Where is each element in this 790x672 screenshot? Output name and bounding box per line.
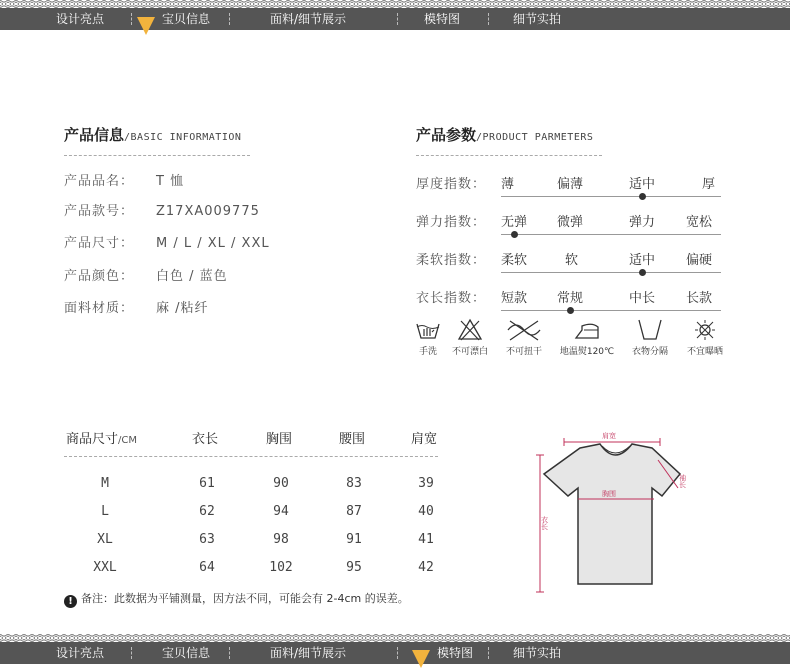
care-hand-wash <box>412 318 444 357</box>
param-label: 弹力指数： <box>416 215 487 230</box>
sleeve-label: 袖长 <box>678 474 686 488</box>
param-indicator-dot <box>639 269 646 276</box>
care-iron-low <box>555 318 619 357</box>
col-header-waist: 腰围 <box>339 432 366 447</box>
param-option: 薄 <box>501 177 515 192</box>
no-bleach-icon <box>457 318 483 342</box>
param-option: 弹力 <box>629 215 656 230</box>
care-label: 不可漂白 <box>451 347 488 357</box>
nav-separator <box>229 13 230 25</box>
param-option: 中长 <box>629 291 656 306</box>
nav-separator <box>229 647 230 659</box>
param-row-length <box>416 287 726 321</box>
active-nav-arrow-icon <box>412 650 430 668</box>
param-option: 柔软 <box>501 253 528 268</box>
info-row-name <box>64 170 184 189</box>
care-separate-wash <box>626 318 674 357</box>
care-label: 手洗 <box>418 347 437 357</box>
value-cell: 63 <box>199 532 215 547</box>
param-option: 适中 <box>629 177 656 192</box>
nav-item-product-info[interactable]: 宝贝信息 <box>162 646 211 660</box>
info-row-material <box>64 297 209 316</box>
col-header-length: 衣长 <box>192 432 219 447</box>
size-cell: XXL <box>93 560 117 575</box>
info-row-size <box>64 232 270 251</box>
param-option: 偏硬 <box>686 253 713 268</box>
nav-item-fabric-detail[interactable]: 面料/细节展示 <box>270 12 347 26</box>
care-label: 不可扭干 <box>505 347 542 357</box>
size-note-text: 备注：此数据为平铺测量，因方法不同，可能会有 2-4cm 的误差。 <box>81 592 409 605</box>
value-cell: 61 <box>199 476 215 491</box>
value-cell: 98 <box>273 532 289 547</box>
warning-icon: ! <box>64 595 77 608</box>
iron-low-icon <box>572 318 602 342</box>
param-option: 软 <box>565 253 579 268</box>
param-indicator-dot <box>639 193 646 200</box>
param-option: 宽松 <box>686 215 713 230</box>
product-info-divider <box>64 155 250 156</box>
product-params-subtitle: /PRODUCT PARMETERS <box>476 132 594 143</box>
active-nav-arrow-icon <box>137 17 155 35</box>
col-header-chest: 胸围 <box>266 432 293 447</box>
size-table-title <box>66 428 137 447</box>
value-cell: 90 <box>273 476 289 491</box>
size-cell: M <box>101 476 109 491</box>
param-row-softness <box>416 249 726 283</box>
care-no-wring <box>500 318 548 357</box>
param-row-thickness <box>416 173 726 207</box>
nav-item-detail-photos[interactable]: 细节实拍 <box>513 12 562 26</box>
separate-wash-icon <box>635 318 665 342</box>
info-label: 产品尺寸： <box>64 236 135 251</box>
value-cell: 39 <box>418 476 434 491</box>
param-indicator-dot <box>567 307 574 314</box>
nav-item-fabric-detail[interactable]: 面料/细节展示 <box>270 646 347 660</box>
size-cell: L <box>101 504 109 519</box>
info-row-color <box>64 265 228 284</box>
param-option: 短款 <box>501 291 528 306</box>
info-value: Z17XA009775 <box>156 204 260 219</box>
nav-item-product-info[interactable]: 宝贝信息 <box>162 12 211 26</box>
nav-separator <box>488 13 489 25</box>
info-value: M / L / XL / XXL <box>156 236 270 251</box>
value-cell: 95 <box>346 560 362 575</box>
param-option: 微弹 <box>557 215 584 230</box>
param-scale-line <box>501 234 721 235</box>
param-scale-line <box>501 196 721 197</box>
nav-separator <box>397 13 398 25</box>
no-wring-icon <box>504 318 544 342</box>
value-cell: 94 <box>273 504 289 519</box>
nav-item-design[interactable]: 设计亮点 <box>56 12 105 26</box>
size-table-title-text: 商品尺寸 <box>66 432 119 447</box>
info-label: 面料材质： <box>64 301 135 316</box>
product-info-title <box>64 124 241 145</box>
param-scale-line <box>501 310 721 311</box>
nav-separator <box>488 647 489 659</box>
value-cell: 102 <box>269 560 293 575</box>
param-scale-line <box>501 272 721 273</box>
top-nav-bar <box>0 8 790 30</box>
product-info-subtitle: /BASIC INFORMATION <box>124 132 242 143</box>
size-table-unit: /CM <box>118 435 137 446</box>
bottom-nav-bar <box>0 642 790 664</box>
nav-separator <box>131 647 132 659</box>
info-value: T 恤 <box>156 174 185 189</box>
care-label: 不宜曝晒 <box>686 347 723 357</box>
nav-item-model[interactable]: 模特图 <box>424 12 461 26</box>
param-option: 适中 <box>629 253 656 268</box>
value-cell: 64 <box>199 560 215 575</box>
value-cell: 87 <box>346 504 362 519</box>
info-value: 白色 / 蓝色 <box>156 269 228 284</box>
tshirt-outline <box>544 444 680 584</box>
info-label: 产品品名： <box>64 174 135 189</box>
top-chain-border <box>0 0 790 8</box>
info-row-sku <box>64 200 260 219</box>
care-no-bleach <box>446 318 494 357</box>
length-label: 衣长 <box>540 516 548 530</box>
param-option: 长款 <box>686 291 713 306</box>
param-label: 厚度指数： <box>416 177 487 192</box>
value-cell: 40 <box>418 504 434 519</box>
param-row-elasticity <box>416 211 726 245</box>
param-label: 柔软指数： <box>416 253 487 268</box>
tshirt-measure-diagram <box>530 426 700 596</box>
nav-item-design[interactable]: 设计亮点 <box>56 646 105 660</box>
bottom-chain-border <box>0 634 790 642</box>
nav-separator <box>131 13 132 25</box>
care-label: 地温熨120℃ <box>559 347 615 357</box>
param-label: 衣长指数： <box>416 291 487 306</box>
value-cell: 41 <box>418 532 434 547</box>
no-sun-icon <box>692 318 718 342</box>
info-label: 产品颜色： <box>64 269 135 284</box>
param-option: 常规 <box>557 291 584 306</box>
product-info-title-text: 产品信息 <box>64 126 125 144</box>
nav-item-detail-photos[interactable]: 细节实拍 <box>513 646 562 660</box>
product-params-title-text: 产品参数 <box>416 126 477 144</box>
nav-item-model[interactable]: 模特图 <box>437 646 474 660</box>
value-cell: 91 <box>346 532 362 547</box>
shoulder-label: 肩宽 <box>602 433 616 440</box>
care-label: 衣物分隔 <box>631 347 668 357</box>
size-table-divider <box>64 456 438 457</box>
nav-separator <box>397 647 398 659</box>
value-cell: 83 <box>346 476 362 491</box>
param-indicator-dot <box>511 231 518 238</box>
param-option: 厚 <box>702 177 716 192</box>
product-params-title <box>416 124 593 145</box>
size-cell: XL <box>97 532 113 547</box>
param-option: 偏薄 <box>557 177 584 192</box>
param-option: 无弹 <box>501 215 528 230</box>
col-header-shoulder: 肩宽 <box>411 432 438 447</box>
hand-wash-icon <box>415 318 441 342</box>
value-cell: 42 <box>418 560 434 575</box>
info-value: 麻 /粘纤 <box>156 301 209 316</box>
product-params-divider <box>416 155 602 156</box>
care-no-sun <box>681 318 729 357</box>
value-cell: 62 <box>199 504 215 519</box>
info-label: 产品款号： <box>64 204 135 219</box>
size-note <box>64 590 409 608</box>
chest-label: 胸围 <box>602 491 616 498</box>
